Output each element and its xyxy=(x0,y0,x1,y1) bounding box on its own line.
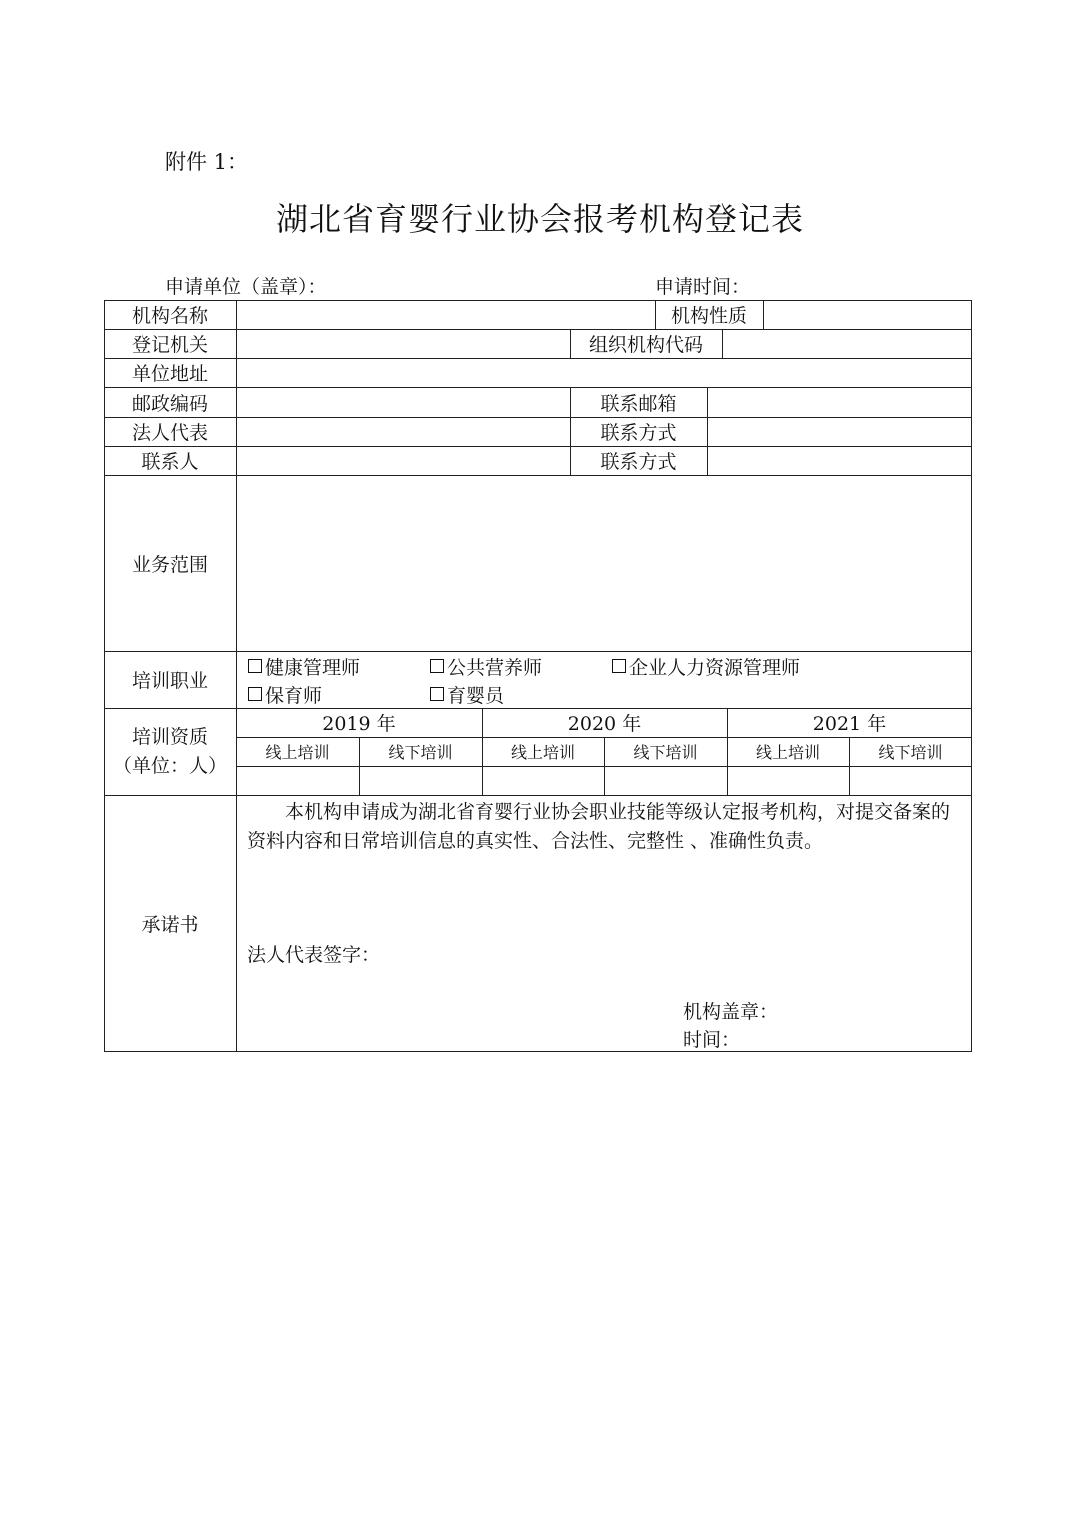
year-2021: 2021 年 xyxy=(812,713,887,735)
legal-rep-signature-label: 法人代表签字： xyxy=(247,944,381,966)
label-training-qualification xyxy=(104,708,236,795)
col-border xyxy=(707,387,708,475)
header-offline-2020: 线下培训 xyxy=(633,743,698,762)
checkbox-icon xyxy=(248,687,262,701)
form-title: 湖北省育婴行业协会报考机构登记表 xyxy=(275,200,804,238)
header-online-2020: 线上培训 xyxy=(510,743,575,762)
col-border xyxy=(971,300,972,1052)
col-border xyxy=(236,300,237,1052)
registration-form-table xyxy=(104,300,972,1052)
year-2019: 2019 年 xyxy=(322,713,396,735)
option-label: 公共营养师 xyxy=(447,656,543,679)
apply-time-label: 申请时间： xyxy=(655,276,751,298)
label-contact-person: 联系人 xyxy=(141,451,199,473)
header-online-2019: 线上培训 xyxy=(265,743,330,762)
checkbox-hr-manager[interactable] xyxy=(612,653,800,679)
pledge-time-label: 时间： xyxy=(683,1029,741,1051)
row-border xyxy=(104,1051,972,1052)
option-label: 保育师 xyxy=(265,684,323,707)
label-training-occupation: 培训职业 xyxy=(131,670,208,692)
label-org-code: 组织机构代码 xyxy=(588,334,703,356)
checkbox-health-manager[interactable] xyxy=(248,653,360,679)
label-pledge: 承诺书 xyxy=(141,913,199,936)
header-offline-2019: 线下培训 xyxy=(388,743,453,762)
header-online-2021: 线上培训 xyxy=(755,743,820,762)
label-org-name: 机构名称 xyxy=(131,305,208,327)
header-offline-2021: 线下培训 xyxy=(878,743,943,762)
checkbox-icon xyxy=(612,659,626,673)
option-label: 企业人力资源管理师 xyxy=(629,656,801,679)
option-label: 育婴员 xyxy=(447,684,505,707)
checkbox-icon xyxy=(430,687,444,701)
year-2020: 2020 年 xyxy=(567,713,642,735)
checkbox-icon xyxy=(430,659,444,673)
qualification-label-line2: （单位：人） xyxy=(112,754,227,777)
org-seal-label: 机构盖章： xyxy=(683,1001,779,1023)
label-email: 联系邮箱 xyxy=(600,392,677,415)
applicant-label: 申请单位（盖章）： xyxy=(165,276,327,298)
pledge-text: 本机构申请成为湖北省育婴行业协会职业技能等级认定报考机构，对提交备案的资料内容和日常培训信息的真实性、合法性、完整性 、准确性负责。 xyxy=(247,801,951,852)
label-contact-method-2: 联系方式 xyxy=(600,451,677,473)
col-border xyxy=(722,329,723,358)
checkbox-infant-carer[interactable] xyxy=(430,681,504,707)
checkbox-icon xyxy=(248,659,262,673)
attachment-label: 附件 1： xyxy=(165,150,249,174)
label-org-nature: 机构性质 xyxy=(670,305,747,327)
label-address: 单位地址 xyxy=(131,363,208,385)
label-postcode: 邮政编码 xyxy=(131,392,208,415)
option-label: 健康管理师 xyxy=(265,656,361,679)
qualification-label-line1: 培训资质 xyxy=(131,725,208,748)
checkbox-nursery-teacher[interactable] xyxy=(248,681,322,707)
label-contact-method: 联系方式 xyxy=(600,422,677,444)
checkbox-public-nutritionist[interactable] xyxy=(430,653,542,679)
col-border xyxy=(763,300,764,329)
label-reg-authority: 登记机关 xyxy=(131,334,208,356)
label-business-scope: 业务范围 xyxy=(131,553,208,576)
label-legal-rep: 法人代表 xyxy=(131,422,208,444)
